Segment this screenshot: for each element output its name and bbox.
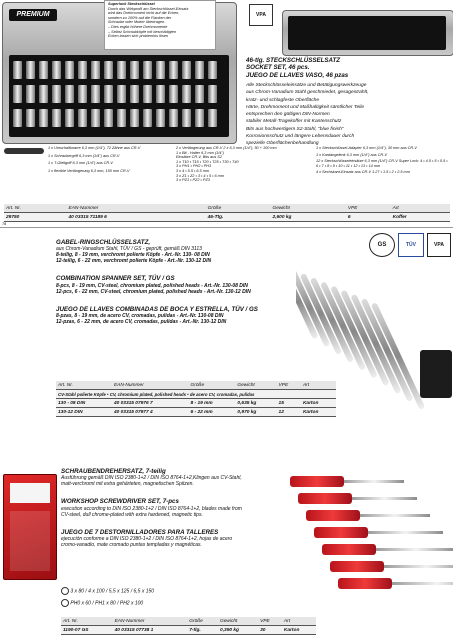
set46-description: Alle Steckschlüsseleinsätze und Betätigungswerkzeuge aus Chrom-Vanadium Stahl geschmiedet, gesagestrahlt, kratz- und schlagfeste Oberfläche Härte, Drehmoment und Maßhaltigkeit sämtlicher Teile entsprechen den gültigen DIN-Normen stabiler Metall-Tragekoffer mit Kantenschutz Bits aus hochwertigem S2-Stahl, "blue finish" Korrosionsschutz und längere Lebensdauer durch spezielle Oberflächenbehandlung	[246, 83, 369, 147]
th-vpe: VPE	[346, 204, 391, 213]
screwdriver-handle-icon	[322, 544, 376, 555]
socket-icon	[78, 61, 87, 79]
socket-icon	[52, 109, 61, 127]
socket-icon	[65, 61, 74, 79]
table-row: 130-12 DIN 40 03315 07977 4 6 - 22 mm 0,970 kg 12 Karton	[56, 408, 336, 417]
socket-icon	[39, 61, 48, 79]
socket-icon	[13, 85, 22, 103]
th-weight: Gewicht	[271, 204, 346, 213]
socket-icon	[13, 61, 22, 79]
socket-icon	[52, 61, 61, 79]
vpa-badge-top: VPA	[249, 4, 273, 26]
spanner-title-es: JUEGO DE LLAVES COMBINADAS DE BOCA Y ESTRELLA, TÜV / GS	[56, 305, 258, 313]
gs-badge: GS	[369, 233, 395, 257]
callout-line: Schraube oder Mutter übertragen.	[108, 20, 166, 25]
callout-line: – Dies ergibt höhere Drehmomente	[108, 24, 168, 29]
set46-heading	[246, 57, 451, 79]
socket-icon	[130, 109, 139, 127]
set46-title-en: SOCKET SET, 46 pcs.	[246, 64, 310, 72]
socket-icon	[52, 85, 61, 103]
socket-icon	[169, 109, 178, 127]
open-case-image	[282, 2, 452, 54]
callout-line: Ecken lassen sich problemlos lösen	[108, 34, 169, 39]
screwdriver-sizes: 3 x 80 / 4 x 100 / 5,5 x 125 / 6,5 x 150 PH0 x 60 / PH1 x 80 / PH2 x 100	[61, 587, 261, 607]
socket-icon	[13, 109, 22, 127]
phillips-icon	[61, 599, 69, 607]
socket-icon	[130, 61, 139, 79]
tuv-badge: TÜV	[398, 233, 424, 257]
callout-line: wird das Drehmoment nicht auf die Ecken,	[108, 11, 180, 16]
socket-icon	[117, 61, 126, 79]
contents-col1: 1 x Umschaltknarre 6,3 mm (1/4"), 72 Zähne aus CR-V 1 x Schraubergriff 6,3 mm (1/4") aus CR-V 1 x T-Gleitgriff 6,3 mm (1/4") aus CR-V 1 x flexible Verlängerung 6,3 mm, 150 mm CR-V	[48, 146, 141, 173]
socket-icon	[156, 61, 165, 79]
screwdriver-blade-icon	[360, 514, 430, 517]
socket-icon	[65, 109, 74, 127]
slotted-icon	[61, 587, 69, 595]
socket-icon	[39, 109, 48, 127]
spanner-title-en: COMBINATION SPANNER SET, TÜV / GS	[56, 275, 175, 283]
spanner-case-image	[420, 350, 452, 398]
spanner-table: Art. Nr. EAN-Nummer Größe Gewicht VPE Art CV-Stahl polierte Köpfe • CV, chromium plated, polished heads • de acero CV, cromadas, pulidas 130 - 08 DIN 40 03315 07976 7 8 - 19 mm 0,635 kg 15 Karton 130-12 DIN 40 03315 07977 4 6 - 22 mm 0,970 kg 12 Karton	[56, 381, 336, 417]
screwdriver-handle-icon	[314, 527, 368, 538]
screwdriver-set-image	[270, 468, 453, 618]
socket-icon	[182, 85, 191, 103]
socket-icon	[65, 85, 74, 103]
spanner-table-banner: CV-Stahl polierte Köpfe • CV, chromium plated, polished heads • de acero CV, cromadas, pulidas	[56, 390, 336, 399]
socket-icon	[91, 109, 100, 127]
socket-icon	[104, 109, 113, 127]
socket-icon	[143, 61, 152, 79]
callout-line: – Selbst Schraubköpfe mit beschädigten	[108, 29, 176, 34]
superlock-callout	[104, 0, 216, 50]
screwdriver-title-es: JUEGO DE 7 DESTORNILLADORES PARA TALLERES	[61, 528, 219, 536]
socket-icon	[143, 109, 152, 127]
socket-icon	[130, 85, 139, 103]
screwdriver-title-en: WORKSHOP SCREWDRIVER SET, 7-pcs	[61, 498, 179, 506]
contents-col2: 2 x Verlängerung aus CR-V 2 x 6,3 mm (1/4"), 50 + 100 mm 1 x Bit - Halter 6,3 mm (1/4") Einsätze CR-V, Bits aus S2 1 x T10 • T15 • T20 • T25 • T30 • T40 3 x PH1 • PH2 • PH3 3 x 4 • 5.5 • 6.5 mm 3 x Z1 • Z2 • 3 • 4 • 5 • 6 mm 3 x PZ1 • PZ2 • PZ3	[176, 146, 277, 183]
th-size: Größe	[206, 204, 271, 213]
screwdriver-title-de: SCHRAUBENDREHERSATZ, 7-teilig	[61, 468, 166, 475]
socket-icon	[182, 109, 191, 127]
socket-icon	[195, 61, 204, 79]
socket-icon	[156, 85, 165, 103]
socket-row	[13, 61, 227, 135]
screwdriver-blade-icon	[384, 565, 453, 568]
socket-icon	[169, 85, 178, 103]
section-divider	[0, 227, 453, 228]
socket-icon	[26, 109, 35, 127]
th-type: Art	[391, 204, 450, 213]
socket-icon	[91, 85, 100, 103]
socket-icon	[104, 85, 113, 103]
screwdriver-table: Art. Nr. EAN-Nummer Größe Gewicht VPE Art 1190-07 GS 40 03315 07738 1 7-tlg. 0,390 kg 30 Karton	[61, 617, 316, 635]
contents-col3: 1 x Steckschlüssel-Adapter 6,3 mm (1/4"), 30 mm aus CR-V 1 x Kardangelenk 6,3 mm (1/4") aus CR-V 12 x Steckschlüsseleinsätze 6,3 mm (1/4") CR-V Super Lock: 4 • 4.5 • 5 • 5.5 • 6 • 7 • 8 • 9 • 10 • 11 • 12 • 13 • 14 mm 4 x Sechskant-Einsatz aus CR-V 1.27 • 1.5 • 2 • 2.5 mm	[316, 146, 448, 175]
socket-icon	[195, 85, 204, 103]
table-row: 1190-07 GS 40 03315 07738 1 7-tlg. 0,390 kg 30 Karton	[61, 626, 316, 635]
socket-icon	[195, 109, 204, 127]
screwdriver-text: SCHRAUBENDREHERSATZ, 7-teilig Ausführung gemäß DIN ISO 2380-1+2 / DIN ISO 8764-1+2,Klingen aus CV-Stahl, matt-verchromt mit extra gehärteten, magnetischen Spitzen. WORKSHOP SCREWDRIVER SET, 7-pcs execution according to DIN ISO 2380-1+2 / DIN ISO 8764-1+2, blades made from CV-steel, dull chrome-plated with extra hardened, magnetic tips. JUEGO DE 7 DESTORNILLADORES PARA TALLERES ejecución conforme a DIN ISO 2380-1+2 / DIN ISO 8764-1+2, hojas de acero cromo-vanadio, mate cromado puntas templadas y magnéticas.	[61, 468, 311, 548]
screwdriver-blade-icon	[392, 582, 453, 585]
screwdriver-handle-icon	[338, 578, 392, 589]
socket-icon	[117, 85, 126, 103]
table-row: 29750 40 03315 71189 6 46-Ttg. 2,600 kg 6 Koffer	[4, 213, 450, 222]
socket-icon	[117, 109, 126, 127]
th-art-nr: Art. Nr.	[4, 204, 67, 213]
socket-icon	[104, 61, 113, 79]
socket-icon	[208, 61, 217, 79]
vpa-badge: VPA	[427, 233, 451, 257]
socket-icon	[169, 61, 178, 79]
screwdriver-handle-icon	[298, 493, 352, 504]
socket-icon	[78, 85, 87, 103]
socket-icon	[39, 85, 48, 103]
callout-line: Durch das Wirkprofil am Steckschlüssel-Einsatz	[108, 6, 189, 11]
set46-title-es: JUEGO DE LLAVES VASO, 46 pzas	[246, 71, 349, 79]
socket-icon	[208, 85, 217, 103]
screwdriver-blade-icon	[368, 531, 443, 534]
page-number: 78	[2, 222, 7, 226]
set46-title-de: 46-tlg. STECKSCHLÜSSELSATZ	[246, 57, 341, 64]
socket-icon	[26, 61, 35, 79]
socket-icon	[208, 109, 217, 127]
th-ean: EAN-Nummer	[67, 204, 206, 213]
set46-table	[4, 204, 450, 222]
socket-icon	[143, 85, 152, 103]
screwdriver-handle-icon	[290, 476, 344, 487]
ratchet-image	[4, 148, 44, 154]
socket-icon	[182, 61, 191, 79]
socket-icon	[156, 109, 165, 127]
table-row: 130 - 08 DIN 40 03315 07976 7 8 - 19 mm 0,635 kg 15 Karton	[56, 399, 336, 408]
socket-icon	[91, 61, 100, 79]
callout-title: Superlock Steckschlüssel	[108, 2, 155, 6]
socket-icon	[26, 85, 35, 103]
screwdriver-pack-image	[3, 474, 57, 580]
screwdriver-blade-icon	[344, 480, 404, 483]
screwdriver-blade-icon	[352, 497, 417, 500]
screwdriver-handle-icon	[330, 561, 384, 572]
set46-contents	[4, 146, 450, 202]
spanner-title-de: GABEL-RINGSCHLÜSSELSATZ,	[56, 239, 151, 246]
screwdriver-handle-icon	[306, 510, 360, 521]
screwdriver-blade-icon	[376, 548, 453, 551]
spanner-text: GABEL-RINGSCHLÜSSELSATZ, aus Chrom-Vanadium Stahl, TÜV / GS - geprüft, gemäß DIN 3113 8-teilig, 8 - 19 mm, verchromt polierte Köpfe - Art.-Nr. 130- 08 DIN 12-teilig, 6 - 22 mm, verchromt polierte Köpfe - Art.-Nr. 130-12 DIN COMBINATION SPANNER SET, TÜV / GS 8-pcs, 8 - 19 mm, CV-steel, chromium plated, polished heads - Art.-Nr. 130-08 DIN 12-pcs, 6 - 22 mm, CV-steel, chromium plated, polished heads - Art.-Nr. 130-12 DIN JUEGO DE LLAVES COMBINADAS DE BOCA Y ESTRELLA, TÜV / GS 8-pzas, 8 - 19 mm, de acero CV, cromadas, pulidas - Art.-Nr. 130-08 DIN 12-pzas, 6 - 22 mm, de acero CV, cromadas, pulidas - Art.-Nr. 130-12 DIN	[56, 239, 336, 325]
socket-icon	[78, 109, 87, 127]
premium-logo: PREMIUM	[9, 9, 57, 21]
callout-line: sondern zu 100% auf die Flanken der	[108, 15, 172, 20]
